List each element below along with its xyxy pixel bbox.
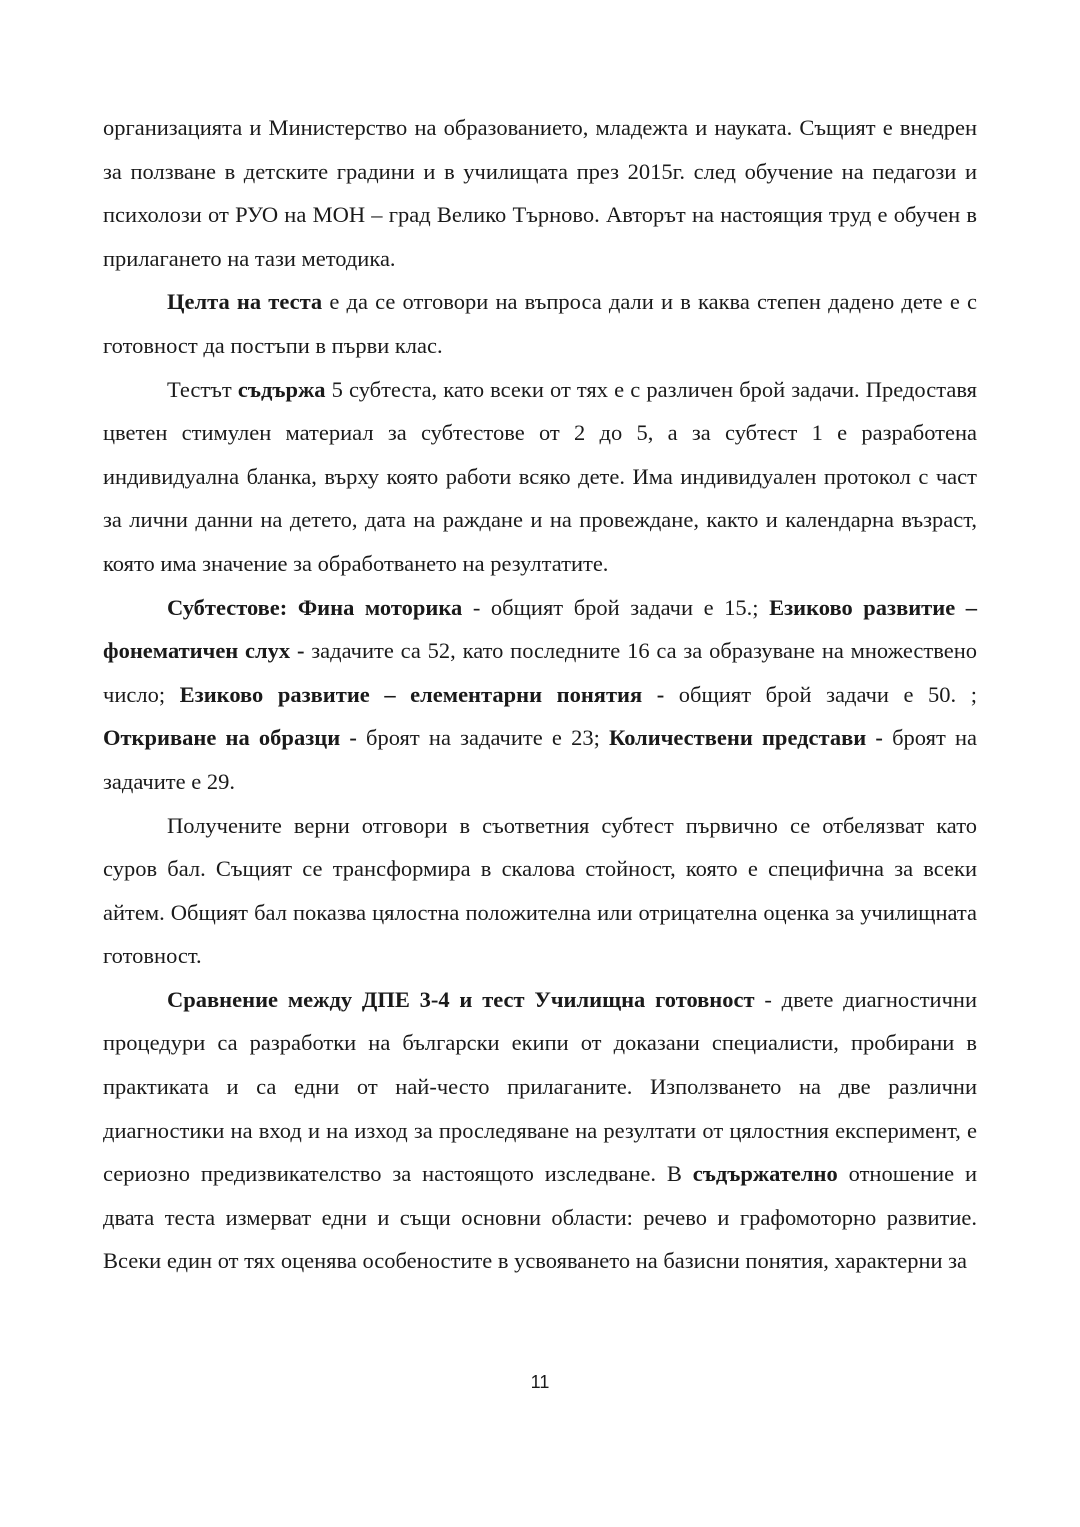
bold-term: съдържа [237, 376, 326, 402]
paragraph-continuation [103, 106, 977, 280]
paragraph-text: броят на задачите е 23; [356, 725, 609, 751]
paragraph-text: - общият брой задачи е 15.; [462, 594, 770, 620]
page-body [103, 106, 977, 1283]
page-number: 11 [530, 1372, 550, 1392]
bold-term: съдържателно [692, 1161, 838, 1187]
bold-term: Езиково развитие – фонематичен слух - [103, 594, 978, 664]
paragraph-text: Получените верни отговори в съответния субтест първично се отбелязват като суров бал. Същият се трансформира в скалова стойност, която е специфична за всеки айтем. Общият бал показва цялостна положителна или отрицателна оценка за училищната готовност. [103, 812, 977, 969]
paragraph-text: Тестът [167, 376, 238, 402]
paragraph-text: отношение и двата теста измерват едни и същи основни области: речево и графомоторно развитие. Всеки един от тях оценява особеностите в усвояването на базисни понятия, характерни за [103, 1161, 977, 1274]
paragraph-text: броят на задачите е 29. [103, 725, 977, 794]
paragraph-test-contents [103, 368, 977, 586]
bold-term: Езиково развитие – елементарни понятия - [179, 681, 665, 707]
paragraph-text: е да се отговори на въпроса дали и в каква степен дадено дете е с готовност да постъпи в първи клас. [103, 289, 978, 358]
paragraph-text: организацията и Министерство на образованието, младежта и науката. Същият е внедрен за ползване в детските градини и в училищата през 2015г. след обучение на педагози и психолози от РУО на МОН – град Велико Търново. Авторът на настоящия труд е обучен в прилагането на тази методика. [103, 115, 977, 271]
bold-term: Количествени представи - [609, 725, 883, 751]
paragraph-text: 5 субтеста, като всеки от тях е с различен брой задачи. Предоставя цветен стимулен материал за субтестове от 2 до 5, а за субтест 1 е разработена индивидуална бланка, върху която работи всяко дете. Има индивидуален протокол с част за лични данни на детето, дата на раждане и на провеждане, както и календарна възраст, която има значение за обработването на резултатите. [103, 376, 977, 576]
paragraph-comparison [103, 978, 977, 1283]
bold-term: Целта на теста [167, 289, 323, 315]
paragraph-text: общият брой задачи е 50. ; [664, 681, 977, 707]
paragraph-subtests [103, 586, 977, 804]
paragraph-text: задачите са 52, като последните 16 са за образуване на множествено число; [103, 638, 977, 707]
paragraph-text: - двете диагностични процедури са разработки на български екипи от доказани специалисти, пробирани в практиката и са едни от най-често прилаганите. Използването на две различни диагностики на вход и на изход за проследяване на резултати от цялостния експеримент, е сериозно предизвикателство за настоящото изследване. В [103, 986, 977, 1187]
paragraph-test-goal [103, 280, 977, 367]
bold-term: Сравнение между ДПЕ 3-4 и тест Училищна готовност [167, 986, 755, 1012]
paragraph-scoring [103, 804, 977, 978]
bold-term: Откриване на образци - [103, 725, 357, 751]
bold-term: Субтестове: Фина моторика [167, 594, 463, 620]
